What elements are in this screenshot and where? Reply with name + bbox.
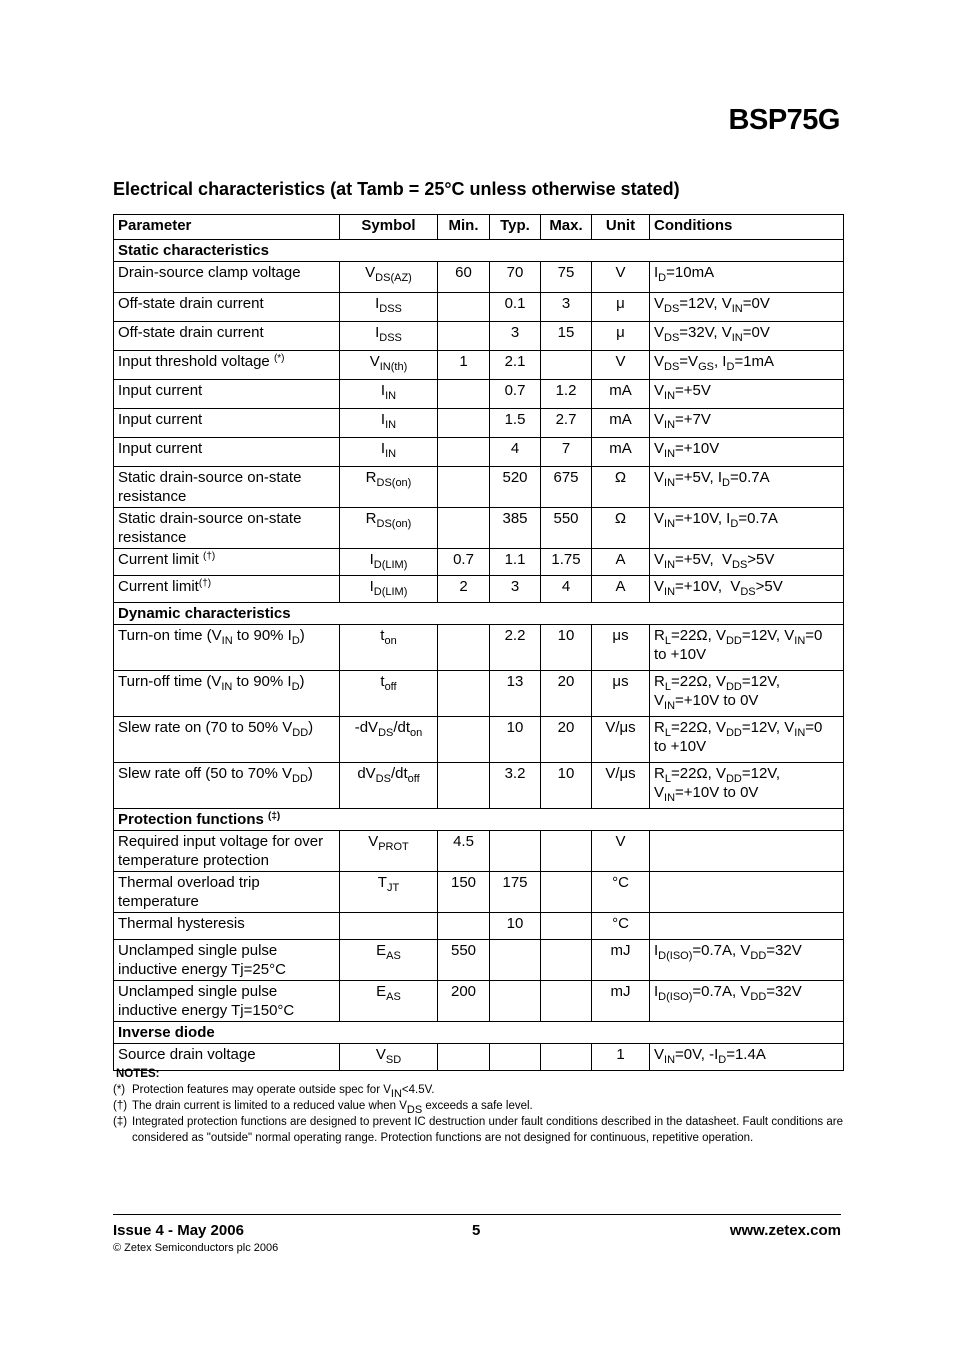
- cell-unit: mA: [592, 409, 650, 438]
- cell-symbol: $t_{on}$: [340, 625, 438, 671]
- cell-max: 10: [541, 763, 592, 809]
- cell-conditions: $V_{IN}=+10V$, $I_D=0.7A$: [650, 508, 844, 549]
- section-title: Static characteristics: [114, 240, 844, 262]
- cell-conditions: $R_L=22\Omega$, $V_{DD}=12V$, $V_{IN}=+10V$ to 0V: [650, 671, 844, 717]
- cell-typ: 4: [490, 438, 541, 467]
- cell-conditions: $V_{IN}=+10V$, $V_{DS}>5V$: [650, 576, 844, 603]
- section-title: Protection functions (‡): [114, 809, 844, 831]
- cell-parameter: Slew rate off (50 to 70% $V_{DD}$): [114, 763, 340, 809]
- cell-typ: 1.5: [490, 409, 541, 438]
- cell-max: 7: [541, 438, 592, 467]
- cell-unit: μ: [592, 322, 650, 351]
- cell-symbol: $T_{JT}$: [340, 872, 438, 913]
- table-row: [114, 872, 844, 913]
- cell-unit: mA: [592, 380, 650, 409]
- cell-typ: 0.1: [490, 293, 541, 322]
- cell-typ: 3: [490, 322, 541, 351]
- note-2: (†) The drain current is limited to a reduced value when $V_{DS}$ exceeds a safe level.: [113, 1100, 533, 1116]
- cell-unit: V/μs: [592, 717, 650, 763]
- cell-conditions: $R_L=22\Omega$, $V_{DD}=12V$, $V_{IN}=0$ to +10V: [650, 717, 844, 763]
- cell-min: [438, 913, 490, 940]
- cell-parameter: Static drain-source on-state resistance: [114, 508, 340, 549]
- cell-typ: 385: [490, 508, 541, 549]
- table-row: [114, 576, 844, 603]
- cell-max: 675: [541, 467, 592, 508]
- col-header-max: Max.: [541, 215, 592, 240]
- cell-typ: 10: [490, 913, 541, 940]
- table-row: [114, 549, 844, 576]
- cell-unit: μs: [592, 625, 650, 671]
- cell-min: [438, 508, 490, 549]
- cell-unit: A: [592, 576, 650, 603]
- cell-max: 75: [541, 262, 592, 293]
- col-header-unit: Unit: [592, 215, 650, 240]
- col-header-conditions: Conditions: [650, 215, 844, 240]
- cell-conditions: $R_L=22\Omega$, $V_{DD}=12V$, $V_{IN}=0$ to +10V: [650, 625, 844, 671]
- cell-parameter: Required input voltage for over temperature protection: [114, 831, 340, 872]
- cell-symbol: $R_{DS(on)}$: [340, 467, 438, 508]
- cell-conditions: $V_{IN}=+5V$: [650, 380, 844, 409]
- note-3: (‡) Integrated protection functions are designed to prevent IC destruction under fault conditions described in the datasheet. Fault conditions are considered as "outside" normal operating range. Protection functions are not designed for continuous, repetitive operation.: [113, 1116, 843, 1144]
- cell-unit: V/μs: [592, 763, 650, 809]
- cell-symbol: $-dV_{DS}/dt_{on}$: [340, 717, 438, 763]
- table-row: [114, 508, 844, 549]
- cell-parameter: Off-state drain current: [114, 293, 340, 322]
- section-title: Inverse diode: [114, 1022, 844, 1044]
- cell-unit: μs: [592, 671, 650, 717]
- section-row-dynamic: [114, 603, 844, 625]
- cell-conditions: $I_{D(ISO)}=0.7A$, $V_{DD}=32V$: [650, 940, 844, 981]
- cell-symbol: $R_{DS(on)}$: [340, 508, 438, 549]
- cell-typ: [490, 831, 541, 872]
- cell-unit: Ω: [592, 508, 650, 549]
- note-marker: (*): [113, 1084, 126, 1096]
- cell-conditions: $V_{IN}=+5V$, $I_D=0.7A$: [650, 467, 844, 508]
- cell-max: 1.75: [541, 549, 592, 576]
- col-header-parameter: Parameter: [114, 215, 340, 240]
- table-row: [114, 717, 844, 763]
- cell-typ: 13: [490, 671, 541, 717]
- cell-min: [438, 467, 490, 508]
- cell-max: 550: [541, 508, 592, 549]
- cell-conditions: [650, 872, 844, 913]
- footer-copyright: © Zetex Semiconductors plc 2006: [113, 1242, 279, 1254]
- cell-min: [438, 625, 490, 671]
- cell-unit: °C: [592, 913, 650, 940]
- cell-unit: mA: [592, 438, 650, 467]
- note-marker: (†): [113, 1100, 128, 1112]
- col-header-typ: Typ.: [490, 215, 541, 240]
- cell-max: 1.2: [541, 380, 592, 409]
- cell-max: [541, 872, 592, 913]
- cell-max: 3: [541, 293, 592, 322]
- cell-max: [541, 981, 592, 1022]
- cell-unit: °C: [592, 872, 650, 913]
- cell-unit: mJ: [592, 981, 650, 1022]
- footer-issue: Issue 4 - May 2006: [113, 1222, 244, 1239]
- note-1: (*) Protection features may operate outside spec for $V_{IN}<4.5V$.: [113, 1084, 435, 1100]
- cell-typ: 1.1: [490, 549, 541, 576]
- cell-typ: 3.2: [490, 763, 541, 809]
- footer-divider: [113, 1214, 841, 1215]
- cell-parameter: Input current: [114, 409, 340, 438]
- cell-typ: 2.2: [490, 625, 541, 671]
- cell-typ: 2.1: [490, 351, 541, 380]
- cell-symbol: $E_{AS}$: [340, 940, 438, 981]
- cell-typ: 0.7: [490, 380, 541, 409]
- section-row-inverse: [114, 1022, 844, 1044]
- cell-min: 60: [438, 262, 490, 293]
- table-row: [114, 913, 844, 940]
- cell-max: [541, 940, 592, 981]
- cell-min: [438, 322, 490, 351]
- cell-min: [438, 438, 490, 467]
- cell-max: 10: [541, 625, 592, 671]
- cell-min: 4.5: [438, 831, 490, 872]
- cell-symbol: $I_{IN}$: [340, 438, 438, 467]
- table-row: [114, 293, 844, 322]
- cell-unit: V: [592, 831, 650, 872]
- cell-parameter: Unclamped single pulse inductive energy Tj=150°C: [114, 981, 340, 1022]
- table-row: [114, 671, 844, 717]
- cell-unit: V: [592, 262, 650, 293]
- cell-parameter: Thermal overload trip temperature: [114, 872, 340, 913]
- footnote-mark: (‡): [268, 811, 281, 822]
- table-row: [114, 625, 844, 671]
- cell-max: [541, 351, 592, 380]
- cell-conditions: $V_{IN}=+10V$: [650, 438, 844, 467]
- cell-conditions: $I_{D(ISO)}=0.7A$, $V_{DD}=32V$: [650, 981, 844, 1022]
- footer-page-number: 5: [472, 1222, 481, 1239]
- section-row-static: [114, 240, 844, 262]
- cell-typ: 70: [490, 262, 541, 293]
- cell-max: 15: [541, 322, 592, 351]
- cell-min: 1: [438, 351, 490, 380]
- cell-symbol: $I_{IN}$: [340, 380, 438, 409]
- section-title: Dynamic characteristics: [114, 603, 844, 625]
- cell-symbol: $I_{DSS}$: [340, 293, 438, 322]
- table-row: [114, 262, 844, 293]
- cell-parameter: Input current: [114, 380, 340, 409]
- cell-min: [438, 763, 490, 809]
- cell-max: 4: [541, 576, 592, 603]
- table-row: [114, 351, 844, 380]
- table-row: [114, 763, 844, 809]
- cell-unit: Ω: [592, 467, 650, 508]
- cell-parameter: Turn-on time ($V_{IN}$ to 90% $I_D$): [114, 625, 340, 671]
- cell-typ: [490, 981, 541, 1022]
- footer-website: www.zetex.com: [729, 1222, 841, 1239]
- section-heading: Electrical characteristics (at Tamb = 25°C unless otherwise stated): [113, 179, 680, 199]
- cell-max: 20: [541, 717, 592, 763]
- cell-min: 2: [438, 576, 490, 603]
- cell-parameter: Source drain voltage: [114, 1044, 340, 1071]
- cell-symbol: $t_{off}$: [340, 671, 438, 717]
- cell-conditions: $V_{DS}=12V$, $V_{IN}=0V$: [650, 293, 844, 322]
- notes-title: NOTES:: [116, 1068, 160, 1080]
- cell-parameter: Input current: [114, 438, 340, 467]
- cell-parameter: Turn-off time ($V_{IN}$ to 90% $I_D$): [114, 671, 340, 717]
- table-row: [114, 981, 844, 1022]
- cell-conditions: $I_D=10mA$: [650, 262, 844, 293]
- cell-max: [541, 831, 592, 872]
- cell-min: 0.7: [438, 549, 490, 576]
- cell-symbol: $E_{AS}$: [340, 981, 438, 1022]
- part-number: BSP75G: [728, 104, 840, 136]
- notes: [113, 1066, 843, 1146]
- cell-parameter: Current limit (†): [114, 549, 340, 576]
- cell-symbol: $I_{D(LIM)}$: [340, 549, 438, 576]
- cell-typ: [490, 940, 541, 981]
- cell-symbol: $V_{SD}$: [340, 1044, 438, 1071]
- electrical-characteristics-table: [113, 214, 844, 1071]
- cell-min: [438, 671, 490, 717]
- cell-unit: V: [592, 351, 650, 380]
- cell-min: [438, 717, 490, 763]
- cell-unit: 1: [592, 1044, 650, 1071]
- cell-max: 20: [541, 671, 592, 717]
- section-row-protection: [114, 809, 844, 831]
- cell-min: 550: [438, 940, 490, 981]
- cell-conditions: [650, 831, 844, 872]
- cell-conditions: [650, 913, 844, 940]
- cell-parameter: Unclamped single pulse inductive energy Tj=25°C: [114, 940, 340, 981]
- cell-unit: μ: [592, 293, 650, 322]
- cell-conditions: $V_{IN}=0V$, $-I_D=1.4A$: [650, 1044, 844, 1071]
- cell-parameter: Slew rate on (70 to 50% $V_{DD}$): [114, 717, 340, 763]
- cell-parameter: Input threshold voltage (*): [114, 351, 340, 380]
- cell-symbol: $I_{DSS}$: [340, 322, 438, 351]
- table-row: [114, 380, 844, 409]
- cell-parameter: Off-state drain current: [114, 322, 340, 351]
- cell-unit: mJ: [592, 940, 650, 981]
- table-header-row: [114, 215, 844, 240]
- cell-symbol: [340, 913, 438, 940]
- cell-parameter: Drain-source clamp voltage: [114, 262, 340, 293]
- cell-parameter: Current limit(†): [114, 576, 340, 603]
- col-header-min: Min.: [438, 215, 490, 240]
- cell-typ: 175: [490, 872, 541, 913]
- cell-symbol: $dV_{DS}/dt_{off}$: [340, 763, 438, 809]
- cell-symbol: $V_{DS(AZ)}$: [340, 262, 438, 293]
- table-row: [114, 322, 844, 351]
- cell-max: [541, 913, 592, 940]
- cell-conditions: $V_{IN}=+7V$: [650, 409, 844, 438]
- table-row: [114, 467, 844, 508]
- cell-unit: A: [592, 549, 650, 576]
- cell-min: [438, 293, 490, 322]
- cell-symbol: $I_{D(LIM)}$: [340, 576, 438, 603]
- cell-conditions: $V_{DS}=V_{GS}$, $I_D=1mA$: [650, 351, 844, 380]
- cell-parameter: Static drain-source on-state resistance: [114, 467, 340, 508]
- cell-symbol: $V_{IN(th)}$: [340, 351, 438, 380]
- cell-min: [438, 380, 490, 409]
- cell-conditions: $V_{IN}=+5V$, $V_{DS}>5V$: [650, 549, 844, 576]
- note-marker: (‡): [113, 1116, 128, 1128]
- table-row: [114, 438, 844, 467]
- table-row: [114, 409, 844, 438]
- table-row: [114, 940, 844, 981]
- cell-symbol: $I_{IN}$: [340, 409, 438, 438]
- cell-parameter: Thermal hysteresis: [114, 913, 340, 940]
- cell-max: 2.7: [541, 409, 592, 438]
- col-header-symbol: Symbol: [340, 215, 438, 240]
- cell-min: 200: [438, 981, 490, 1022]
- cell-min: 150: [438, 872, 490, 913]
- cell-min: [438, 409, 490, 438]
- table-row: [114, 831, 844, 872]
- cell-typ: 520: [490, 467, 541, 508]
- cell-typ: 10: [490, 717, 541, 763]
- cell-conditions: $V_{DS}=32V$, $V_{IN}=0V$: [650, 322, 844, 351]
- cell-conditions: $R_L=22\Omega$, $V_{DD}=12V$, $V_{IN}=+10V$ to 0V: [650, 763, 844, 809]
- cell-symbol: $V_{PROT}$: [340, 831, 438, 872]
- cell-typ: 3: [490, 576, 541, 603]
